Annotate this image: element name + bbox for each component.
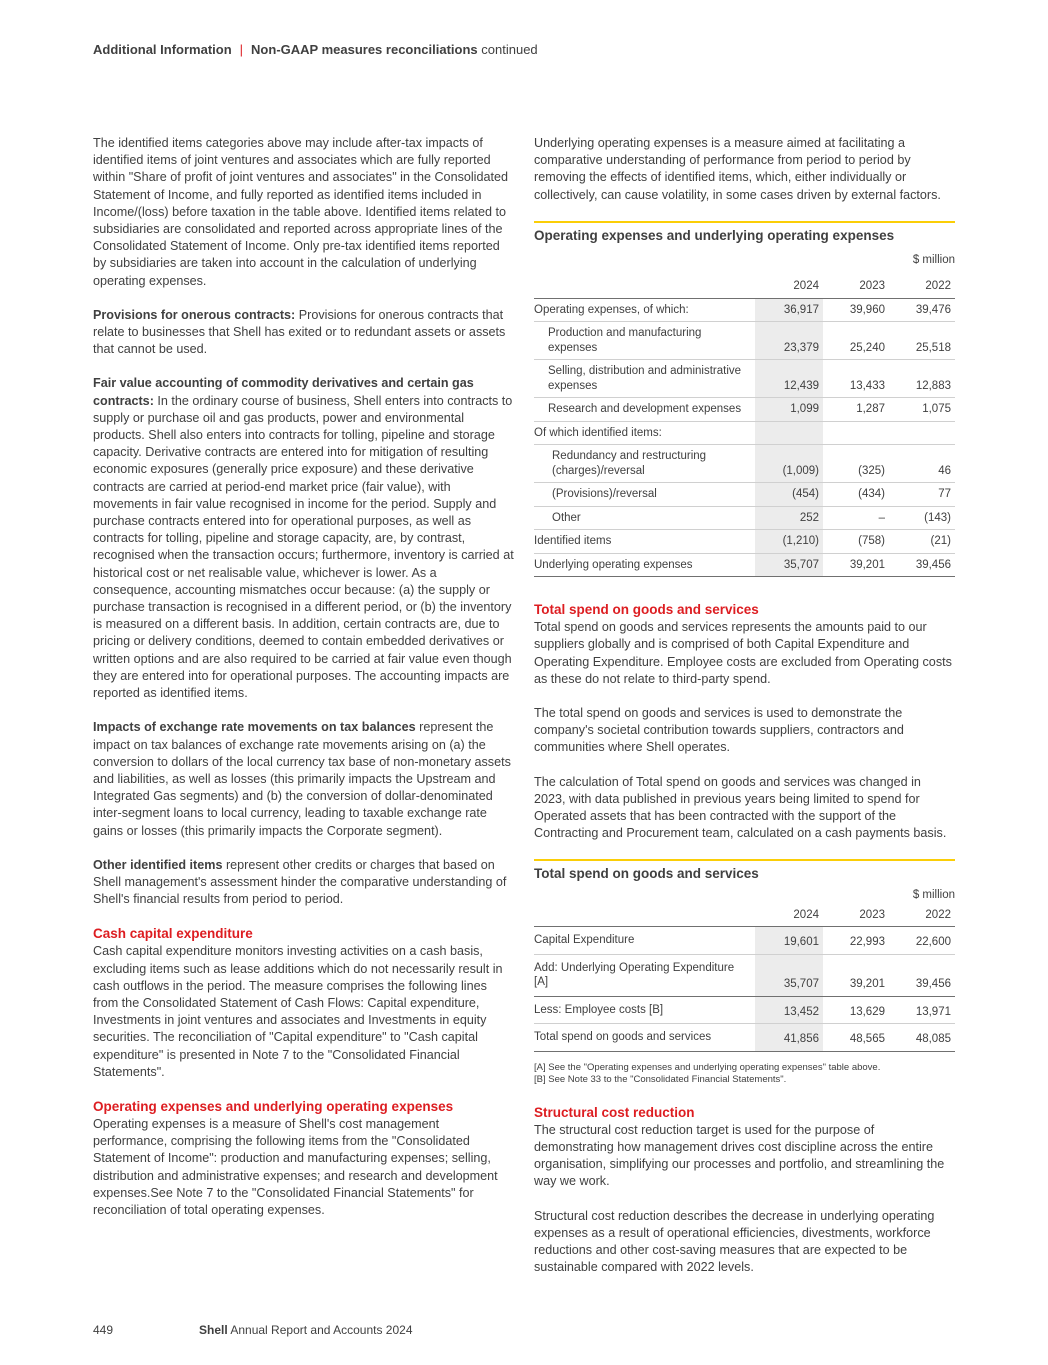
row-label: Capital Expenditure bbox=[534, 927, 755, 955]
cell-value: 48,085 bbox=[889, 1024, 955, 1052]
paragraph-lead: Other identified items bbox=[93, 857, 223, 872]
row-label: Other bbox=[534, 506, 755, 530]
year-header: 2023 bbox=[859, 908, 885, 921]
paragraph-body: represent other credits or charges that based on Shell management's assessment hinder the comparative understanding of Shell's financial results from period to period. bbox=[93, 857, 507, 907]
table-row bbox=[534, 421, 955, 445]
cell-value: 41,856 bbox=[755, 1024, 823, 1052]
row-label: Add: Underlying Operating Expenditure [A] bbox=[534, 954, 755, 996]
cell-value: 12,883 bbox=[889, 360, 955, 398]
cell-value: 22,993 bbox=[823, 927, 889, 955]
paragraph bbox=[93, 857, 515, 909]
cell-value: 35,707 bbox=[755, 553, 823, 577]
cell-value: 39,456 bbox=[889, 954, 955, 996]
row-label: Less: Employee costs [B] bbox=[534, 996, 755, 1024]
row-label: Redundancy and restructuring (charges)/reversal bbox=[534, 445, 755, 483]
table-row bbox=[534, 483, 955, 507]
cell-value: 25,240 bbox=[823, 322, 889, 360]
paragraph-body: represent the impact on tax balances of exchange rate movements arising on (a) the conversion to dollars of the local currency tax base of non-monetary assets and liabilities, as well as losses (this primarily impacts the Upstream and Integrated Gas segments) and (b) the conversion of dollar-denominated inter-segment loans to local currency, leading to taxable exchange rate gains or losses (this primarily impacts the Corporate segment). bbox=[93, 720, 511, 838]
cell-value: 13,433 bbox=[823, 360, 889, 398]
cell-value: (143) bbox=[889, 506, 955, 530]
footnote: [B] See Note 33 to the "Consolidated Financial Statements". bbox=[534, 1073, 787, 1085]
table-row bbox=[534, 1024, 955, 1052]
row-label: Identified items bbox=[534, 530, 755, 554]
page-footer bbox=[93, 1323, 413, 1337]
section-heading: Structural cost reduction bbox=[534, 1104, 695, 1120]
table-row bbox=[534, 322, 955, 360]
table-unit: $ million bbox=[912, 888, 955, 901]
table-unit: $ million bbox=[912, 254, 955, 267]
row-label: Operating expenses, of which: bbox=[534, 298, 755, 322]
operating-expenses-table bbox=[534, 269, 955, 577]
paragraph: Structural cost reduction describes the decrease in underlying operating expenses as a result of operational efficiencies, divestments, workforce reductions and other cost-saving measures that are expected to be sustainable compared with 2022 levels. bbox=[534, 1208, 935, 1275]
cell-value: 1,099 bbox=[755, 398, 823, 422]
cell-value: 39,201 bbox=[823, 954, 889, 996]
section-heading: Cash capital expenditure bbox=[93, 926, 253, 942]
table-row bbox=[534, 996, 955, 1024]
year-header: 2022 bbox=[925, 280, 951, 293]
header-separator: | bbox=[239, 42, 244, 57]
cell-value: 25,518 bbox=[889, 322, 955, 360]
table-row bbox=[534, 954, 955, 996]
paragraph: Operating expenses is a measure of Shell's cost management performance, comprising the following items from the "Consolidated Statement of Income": production and manufacturing expenses; selling, distribution and administrative expenses; and research and development expenses.See Note 7 to the "Consolidated Financial Statements" for reconciliation of total operating expenses. bbox=[93, 1116, 498, 1217]
cell-value bbox=[823, 421, 889, 445]
year-header: 2022 bbox=[925, 908, 951, 921]
table-row bbox=[534, 398, 955, 422]
left-column bbox=[93, 135, 515, 1236]
footnote: [A] See the "Operating expenses and underlying operating expenses" table above. bbox=[534, 1061, 881, 1073]
header-section: Additional Information bbox=[93, 42, 232, 57]
table-header-row bbox=[534, 904, 955, 927]
cell-value: 252 bbox=[755, 506, 823, 530]
cell-value: 39,960 bbox=[823, 298, 889, 322]
paragraph-body: In the ordinary course of business, Shell enters into contracts to supply or purchase oil and gas products, power and environmental products. Shell also enters into contracts for tolling, pipeline and storage capacity. Derivative contracts are entered into for mitigation of resulting economic exposures (generally price exposure) and these derivative contracts are carried at period-end market price (fair value), with movements in fair value recognised in income for the period. Supply and purchase contracts entered into for operational purposes, as well as contracts for tolling, pipeline and storage capacity, are, by contrast, recognised when the transaction occurs; furthermore, inventory is carried at historical cost or net realisable value, whichever is lower. As a consequence, accounting mismatches occur because: (a) the supply or purchase transaction is recognised in a different period, or (b) the inventory is measured on a different basis. In addition, certain contracts are, due to pricing or delivery conditions, deemed to contain embedded derivatives or written options and are also required to be carried at fair value even though they are entered into for operational purposes. The accounting impacts are reported as identified items. bbox=[93, 393, 514, 701]
cell-value: (1,210) bbox=[755, 530, 823, 554]
row-label: Research and development expenses bbox=[534, 398, 755, 422]
paragraph: The total spend on goods and services is used to demonstrate the company's societal contribution towards suppliers, contractors and communities where Shell operates. bbox=[534, 706, 904, 755]
paragraph: The structural cost reduction target is used for the purpose of demonstrating how management drives cost discipline across the entire organisation, simplifying our processes and portfolio, and streamlining the way we work. bbox=[534, 1122, 945, 1189]
table-row bbox=[534, 553, 955, 577]
paragraph: Cash capital expenditure monitors investing activities on a cash basis, excluding items such as lease additions which do not necessarily result in cash outflows in the period. The measure comprises the following lines from the Consolidated Statement of Cash Flows: Capital expenditure, Investments in joint ventures and associates and Investments in equity securities. The reconciliation of "Capital expenditure" to "Cash capital expenditure" is presented in Note 7 to the "Consolidated Financial Statements". bbox=[93, 944, 503, 1079]
header-suffix: continued bbox=[481, 42, 538, 57]
cell-value: 35,707 bbox=[755, 954, 823, 996]
paragraph: The calculation of Total spend on goods and services was changed in 2023, with data published in previous years being limited to spend for Operated assets that has been contracted with the support of the Contracting and Procurement team, calculated on a cash payments basis. bbox=[534, 774, 947, 841]
section-heading: Total spend on goods and services bbox=[534, 602, 759, 618]
cell-value: 39,456 bbox=[889, 553, 955, 577]
cell-value: 23,379 bbox=[755, 322, 823, 360]
cell-value bbox=[889, 421, 955, 445]
section-heading: Operating expenses and underlying operating expenses bbox=[93, 1098, 454, 1114]
cell-value: 12,439 bbox=[755, 360, 823, 398]
year-header: 2024 bbox=[793, 280, 819, 293]
row-label: Underlying operating expenses bbox=[534, 553, 755, 577]
paragraph bbox=[93, 375, 515, 702]
document-title: Annual Report and Accounts 2024 bbox=[230, 1323, 413, 1337]
page-header bbox=[93, 42, 538, 57]
cell-value: (758) bbox=[823, 530, 889, 554]
cell-value: 46 bbox=[889, 445, 955, 483]
table-row bbox=[534, 530, 955, 554]
cell-value: 1,287 bbox=[823, 398, 889, 422]
row-label: Production and manufacturing expenses bbox=[534, 322, 755, 360]
table-row bbox=[534, 506, 955, 530]
cell-value: (21) bbox=[889, 530, 955, 554]
total-spend-table bbox=[534, 904, 955, 1052]
row-label: Of which identified items: bbox=[534, 421, 755, 445]
cell-value: (1,009) bbox=[755, 445, 823, 483]
brand-name: Shell bbox=[199, 1323, 228, 1337]
table-title: Total spend on goods and services bbox=[534, 859, 955, 882]
cell-value: 39,201 bbox=[823, 553, 889, 577]
cell-value: 22,600 bbox=[889, 927, 955, 955]
table-title: Operating expenses and underlying operating expenses bbox=[534, 221, 955, 244]
cell-value: 77 bbox=[889, 483, 955, 507]
cell-value: 13,971 bbox=[889, 996, 955, 1024]
page-number: 449 bbox=[93, 1323, 114, 1337]
table-row bbox=[534, 445, 955, 483]
row-label: Selling, distribution and administrative expenses bbox=[534, 360, 755, 398]
cell-value bbox=[755, 421, 823, 445]
paragraph-lead: Fair value accounting of commodity derivatives and certain gas contracts: bbox=[93, 376, 474, 408]
cell-value: (434) bbox=[823, 483, 889, 507]
cell-value: 1,075 bbox=[889, 398, 955, 422]
cell-value: 13,629 bbox=[823, 996, 889, 1024]
paragraph-lead: Impacts of exchange rate movements on tax balances bbox=[93, 720, 416, 735]
cell-value: (454) bbox=[755, 483, 823, 507]
paragraph-lead: Provisions for onerous contracts: bbox=[93, 307, 296, 322]
paragraph-body: Provisions for onerous contracts that relate to businesses that Shell has exited or to redundant assets or assets that cannot be used. bbox=[93, 307, 506, 357]
year-header: 2023 bbox=[859, 280, 885, 293]
table-row bbox=[534, 298, 955, 322]
cell-value: 13,452 bbox=[755, 996, 823, 1024]
paragraph bbox=[93, 719, 515, 839]
cell-value: 36,917 bbox=[755, 298, 823, 322]
paragraph: The identified items categories above may include after-tax impacts of identified items of joint ventures and associates which are fully reported within "Share of profit of joint ventures and associates" in the Consolidated Statement of Income, and fully reported as identified items included in Income/(loss) before taxation in the table above. Identified items related to subsidiaries are consolidated and reported across appropriate lines of the Consolidated Statement of Income. Only pre-tax identified items reported by subsidiaries are taken into account in the calculation of underlying operating expenses. bbox=[93, 136, 508, 288]
cell-value: (325) bbox=[823, 445, 889, 483]
row-label: Total spend on goods and services bbox=[534, 1024, 755, 1052]
table-notes bbox=[534, 1062, 955, 1086]
right-column bbox=[534, 135, 955, 1293]
header-title: Non-GAAP measures reconciliations bbox=[251, 42, 478, 57]
table-header-row bbox=[534, 269, 955, 298]
cell-value: – bbox=[823, 506, 889, 530]
table-row bbox=[534, 927, 955, 955]
paragraph: Total spend on goods and services represents the amounts paid to our suppliers globally and is comprised of both Capital Expenditure and Operating Expenditure. Employee costs are excluded from Operating costs as these do not relate to third-party spend. bbox=[534, 620, 952, 686]
cell-value: 39,476 bbox=[889, 298, 955, 322]
row-label: (Provisions)/reversal bbox=[534, 483, 755, 507]
paragraph: Underlying operating expenses is a measure aimed at facilitating a comparative understanding of performance from period to period by removing the effects of identified items, which, either individually or collectively, can cause volatility, in some cases driven by external factors. bbox=[534, 136, 941, 202]
year-header: 2024 bbox=[793, 908, 819, 921]
cell-value: 19,601 bbox=[755, 927, 823, 955]
cell-value: 48,565 bbox=[823, 1024, 889, 1052]
paragraph bbox=[93, 307, 515, 359]
table-row bbox=[534, 360, 955, 398]
